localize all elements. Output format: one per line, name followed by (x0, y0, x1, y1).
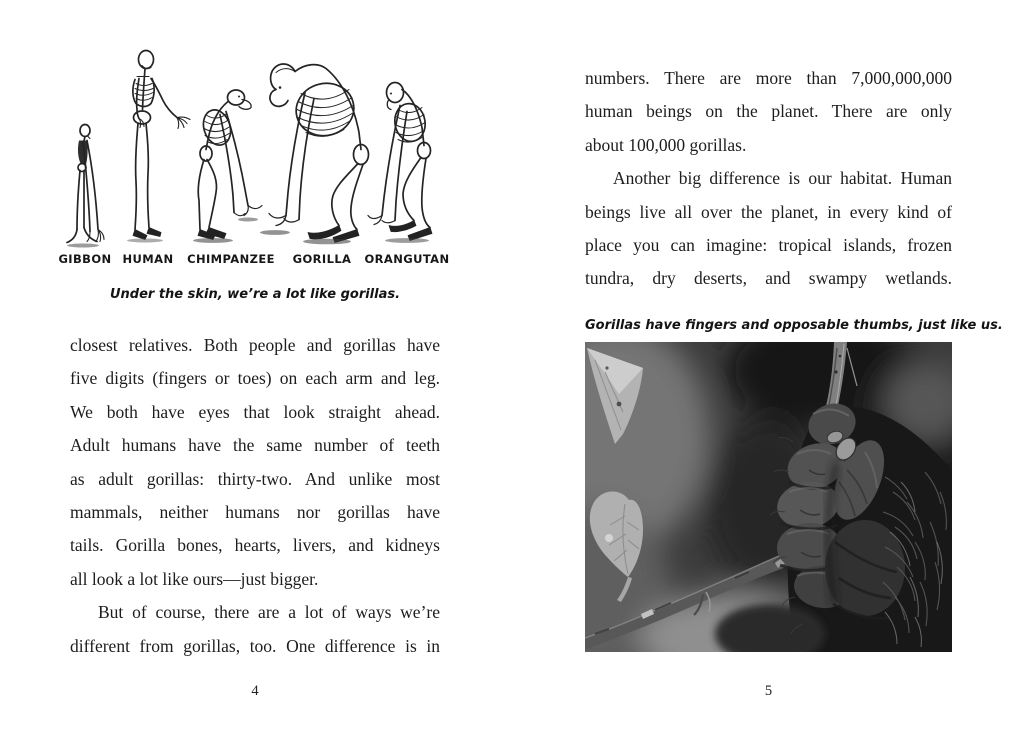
skeleton-label-orangutan: ORANGUTAN (364, 252, 450, 266)
body-text-line: about 100,000 gorillas. (585, 134, 747, 155)
human-skeleton (127, 51, 190, 243)
skeleton-comparison-illustration (55, 36, 465, 254)
body-text-line: human beings on the planet. There are only (585, 101, 952, 122)
body-text-line: tails. Gorilla bones, hearts, livers, and kidneys (70, 535, 440, 556)
skeleton-label-gorilla: GORILLA (292, 252, 352, 266)
skeleton-label-human: HUMAN (122, 252, 174, 266)
body-text-line: numbers. There are more than 7,000,000,000 (585, 68, 952, 88)
skeleton-label-gibbon: GIBBON (58, 252, 112, 266)
orangutan-skeleton (368, 83, 432, 243)
body-text-line: as adult gorillas: thirty-two. And unlike most (70, 468, 440, 489)
chimpanzee-skeleton (193, 90, 262, 243)
body-text-line: different from gorillas, too. One difference is in (70, 635, 440, 656)
left-page-body-text (70, 329, 440, 663)
body-text-line: But of course, there are a lot of ways we’re (98, 602, 440, 623)
body-text-line: all look a lot like ours—just bigger. (70, 568, 319, 589)
body-text-line: place you can imagine: tropical islands, frozen (585, 234, 952, 255)
body-text-line: mammals, neither humans nor gorillas have (70, 501, 440, 522)
body-text-line: Another big difference is our habitat. Human (613, 168, 952, 189)
photo-caption: Gorillas have fingers and opposable thumbs, just like us. (585, 318, 1003, 333)
body-text-line: tundra, dry deserts, and swampy wetlands. (585, 268, 952, 289)
body-text-line: Adult humans have the same number of teeth (70, 435, 440, 456)
gorilla-skeleton (260, 64, 369, 244)
body-text-line: We both have eyes that look straight ahead. (70, 401, 440, 422)
gibbon-skeleton (67, 125, 104, 248)
gorilla-hand-photo (585, 342, 952, 652)
skeleton-labels-row (0, 252, 512, 268)
skeleton-label-chimpanzee: CHIMPANZEE (187, 252, 275, 266)
right-page-body-text (585, 62, 952, 296)
figure-caption: Under the skin, we’re a lot like gorillas. (109, 287, 401, 302)
right-page-number: 5 (764, 683, 773, 699)
body-text-line: closest relatives. Both people and gorillas have (70, 335, 440, 355)
left-page-number: 4 (251, 683, 259, 699)
body-text-line: beings live all over the planet, in every kind of (585, 201, 952, 222)
body-text-line: five digits (fingers or toes) on each arm and leg. (70, 368, 440, 389)
